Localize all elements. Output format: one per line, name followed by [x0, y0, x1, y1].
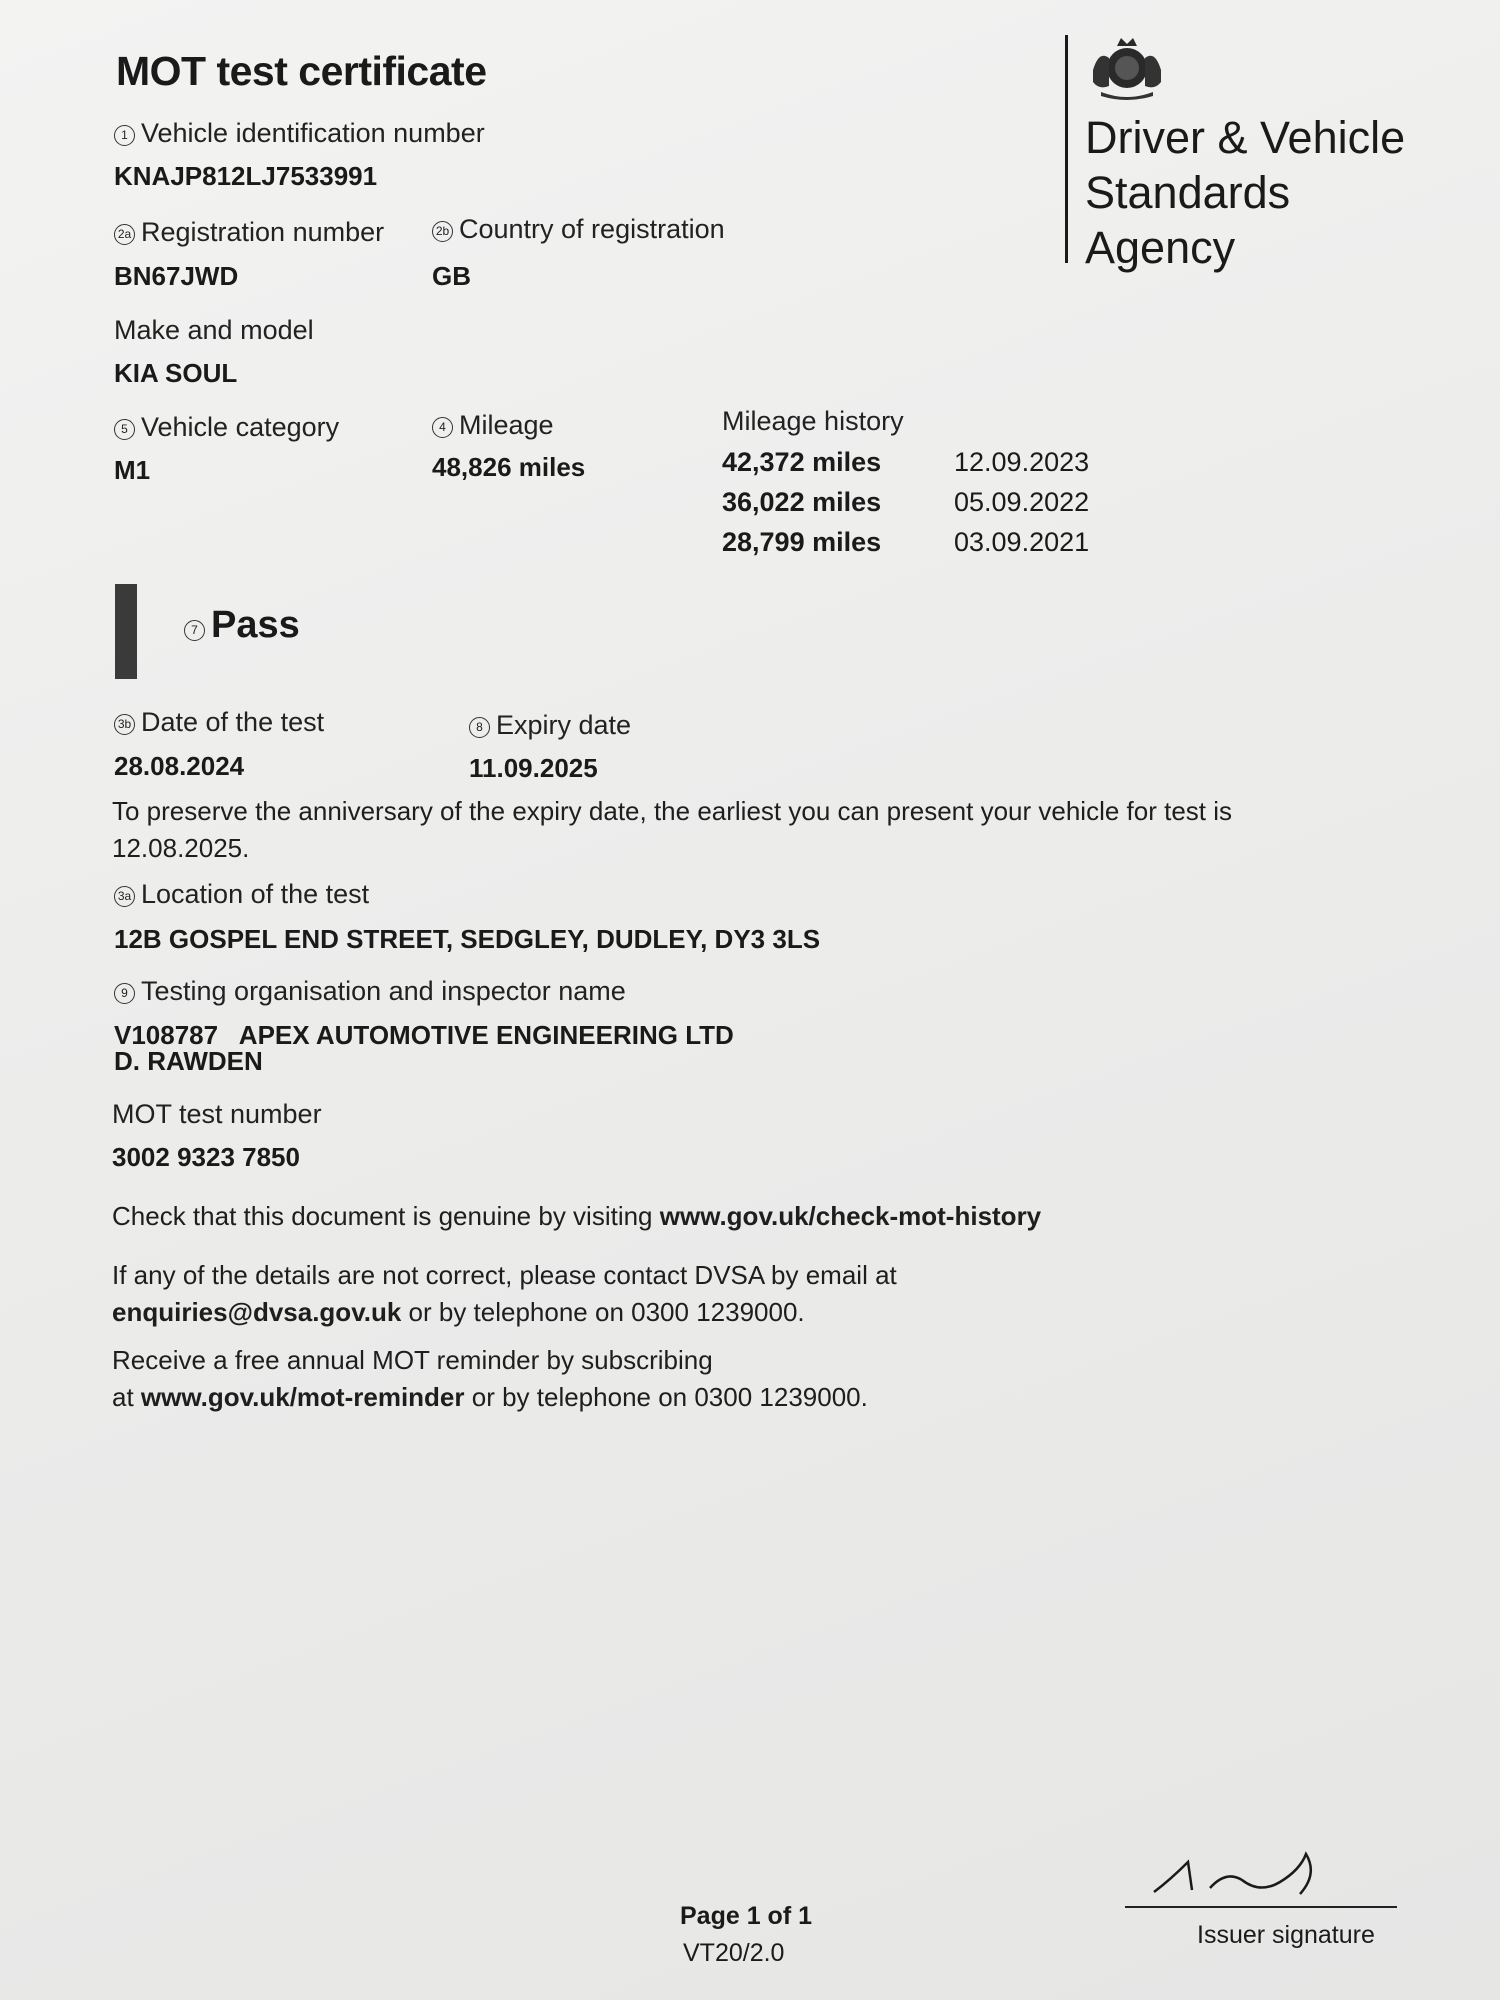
signature-line	[1125, 1906, 1397, 1908]
category-value: M1	[114, 455, 151, 485]
mileage-label: 4 Mileage	[432, 410, 554, 441]
registration-label: 2a Registration number	[114, 217, 384, 248]
mileage-history-row: 36,022 miles 05.09.2022	[722, 487, 1090, 517]
mot-reminder-link[interactable]: www.gov.uk/mot-reminder	[140, 1382, 465, 1412]
expiry-date-value: 11.09.2025	[469, 753, 598, 783]
test-number-value: 3002 9323 7850	[112, 1142, 300, 1172]
inspector-name: D. RAWDEN	[114, 1046, 263, 1076]
country-value: GB	[432, 261, 471, 291]
mileage-history-label: Mileage history	[722, 406, 904, 436]
registration-value: BN67JWD	[114, 261, 239, 291]
test-result: 7 Pass	[184, 604, 300, 647]
signature-label: Issuer signature	[1197, 1921, 1375, 1949]
location-label: 3a Location of the test	[114, 879, 369, 910]
form-code: VT20/2.0	[683, 1939, 785, 1967]
test-number-label: MOT test number	[112, 1099, 322, 1129]
reminder-note: Receive a free annual MOT reminder by subscribing at www.gov.uk/mot-reminder or by telephone on 0300 1239000.	[112, 1345, 868, 1412]
document-title: MOT test certificate	[116, 48, 487, 94]
expiry-date-label: 8 Expiry date	[469, 710, 631, 741]
location-value: 12B GOSPEL END STREET, SEDGLEY, DUDLEY, DY3 3LS	[114, 924, 821, 954]
logo-divider	[1065, 35, 1068, 263]
mileage-history-row: 42,372 miles 12.09.2023	[722, 447, 1090, 477]
royal-coat-of-arms-icon	[1085, 30, 1169, 107]
result-marker-bar	[115, 584, 137, 679]
organisation-label: 9 Testing organisation and inspector name	[114, 976, 626, 1007]
agency-name: Driver & Vehicle Standards Agency	[1085, 112, 1406, 273]
make-model-value: KIA SOUL	[114, 358, 238, 388]
check-mot-history-link[interactable]: www.gov.uk/check-mot-history	[659, 1201, 1042, 1231]
organisation-value: V108787 APEX AUTOMOTIVE ENGINEERING LTD	[114, 1020, 734, 1050]
anniversary-note: To preserve the anniversary of the expiry date, the earliest you can present your vehicle for test is 12.08.2025.	[112, 796, 1233, 863]
contact-note: If any of the details are not correct, please contact DVSA by email at enquiries@dvsa.gov.uk or by telephone on 0300 1239000.	[112, 1260, 897, 1327]
page-number: Page 1 of 1	[680, 1902, 812, 1930]
mileage-value: 48,826 miles	[432, 452, 586, 482]
test-date-label: 3b Date of the test	[114, 707, 324, 738]
make-model-label: Make and model	[114, 315, 314, 345]
dvsa-email-link[interactable]: enquiries@dvsa.gov.uk	[112, 1297, 402, 1327]
issuer-signature-mark	[1150, 1840, 1360, 1915]
mileage-history-list	[722, 447, 1089, 567]
vin-label: 1 Vehicle identification number	[114, 118, 485, 149]
vin-value: KNAJP812LJ7533991	[114, 161, 378, 191]
genuine-check-note: Check that this document is genuine by visiting www.gov.uk/check-mot-history	[112, 1201, 1042, 1231]
category-label: 5 Vehicle category	[114, 412, 339, 443]
mileage-history-row: 28,799 miles 03.09.2021	[722, 527, 1090, 557]
country-label: 2b Country of registration	[432, 214, 725, 245]
test-date-value: 28.08.2024	[114, 751, 245, 781]
